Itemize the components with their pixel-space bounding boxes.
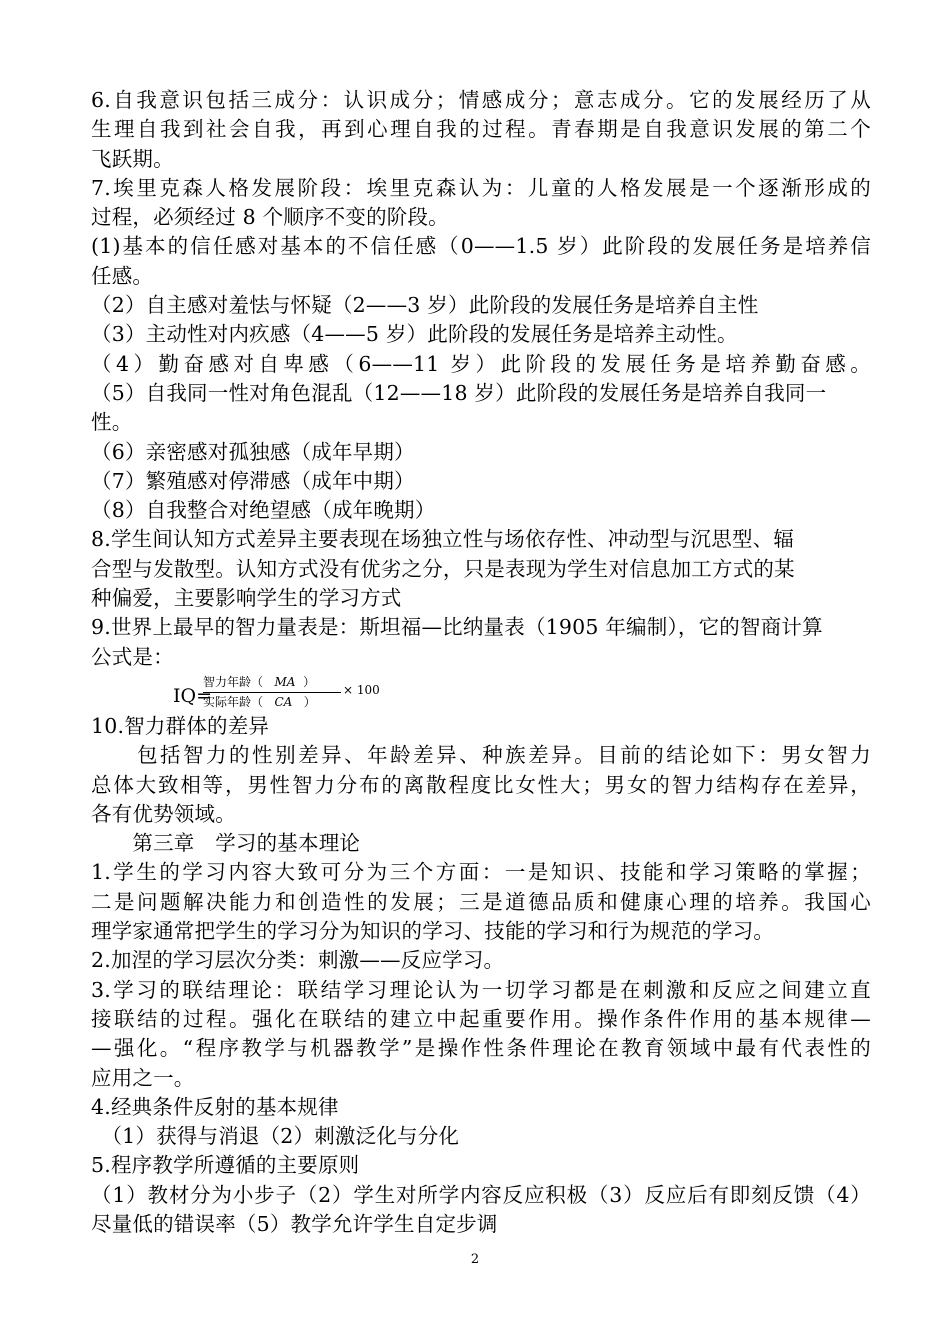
text-line: （6）亲密感对孤独感（成年早期） — [91, 439, 415, 464]
text-line: （8）自我整合对绝望感（成年晚期） — [91, 498, 436, 523]
text-line: 应用之一。 — [91, 1065, 195, 1090]
text-line: （3）主动性对内疚感（4——5 岁）此阶段的发展任务是培养主动性。 — [91, 322, 738, 347]
text-line: 总体大致相等，男性智力分布的离散程度比女性大；男女的智力结构存在差异， — [91, 772, 871, 797]
text-line: 第三章 学习的基本理论 — [91, 831, 361, 856]
text-line: 理学家通常把学生的学习分为知识的学习、技能的学习和行为规范的学习。 — [91, 919, 775, 944]
text-line: 过程，必须经过 8 个顺序不变的阶段。 — [91, 205, 449, 230]
text-line: 合型与发散型。认知方式没有优劣之分，只是表现为学生对信息加工方式的某 — [91, 556, 795, 581]
text-line: 生理自我到社会自我，再到心理自我的过程。青春期是自我意识发展的第二个 — [91, 117, 871, 142]
text-line: （7）繁殖感对停滞感（成年中期） — [91, 468, 415, 493]
text-line: （5）自我同一性对角色混乱（12——18 岁）此阶段的发展任务是培养自我同一 — [91, 380, 827, 405]
text-line: （4）勤奋感对自卑感（6——11 岁）此阶段的发展任务是培养勤奋感。 — [91, 351, 871, 376]
text-line: 7.埃里克森人格发展阶段：埃里克森认为：儿童的人格发展是一个逐渐形成的 — [91, 175, 871, 200]
text-line: 各有优势领域。 — [91, 801, 236, 826]
formula-lhs: IQ= — [173, 684, 213, 707]
text-line: （1）获得与消退（2）刺激泛化与分化 — [91, 1124, 460, 1149]
text-line: 飞跃期。 — [91, 146, 174, 171]
text-line: 5.程序教学所遵循的主要原则 — [91, 1153, 360, 1178]
text-block-2 — [91, 712, 871, 1239]
text-line: 6.自我意识包括三成分：认识成分；情感成分；意志成分。它的发展经历了从 — [91, 88, 871, 112]
text-line: 二是问题解决能力和创造性的发展；三是道德品质和健康心理的培养。我国心 — [91, 889, 871, 914]
text-line: 性。 — [91, 410, 133, 435]
text-line: 9.世界上最早的智力量表是：斯坦福—比纳量表（1905 年编制），它的智商计算 — [91, 615, 823, 640]
text-line: （1）教材分为小步子（2）学生对所学内容反应积极（3）反应后有即刻反馈（4） — [91, 1182, 871, 1207]
formula-multiplier: × 100 — [343, 682, 380, 697]
text-line: 任感。 — [91, 263, 154, 288]
text-line: 10.智力群体的差异 — [91, 713, 270, 738]
text-line: 4.经典条件反射的基本规律 — [91, 1094, 339, 1119]
formula-denominator: 实际年龄（ CA ） — [203, 694, 316, 709]
iq-formula — [91, 674, 871, 712]
text-line: 8.学生间认知方式差异主要表现在场独立性与场依存性、冲动型与沉思型、辐 — [91, 527, 795, 552]
text-line: 3.学习的联结理论：联结学习理论认为一切学习都是在刺激和反应之间建立直 — [91, 977, 871, 1002]
document-body — [91, 86, 871, 1239]
text-line: 2.加涅的学习层次分类：刺激——反应学习。 — [91, 948, 505, 973]
text-line: 接联结的过程。强化在联结的建立中起重要作用。操作条件作用的基本规律— — [91, 1006, 871, 1031]
formula-fraction — [203, 674, 341, 711]
text-line: 种偏爱，主要影响学生的学习方式 — [91, 586, 402, 611]
text-line: （2）自主感对羞怯与怀疑（2——3 岁）此阶段的发展任务是培养自主性 — [91, 293, 759, 318]
text-line: (1)基本的信任感对基本的不信任感（0——1.5 岁）此阶段的发展任务是培养信 — [91, 234, 871, 259]
text-line: 公式是： — [91, 644, 174, 669]
text-line: 1.学生的学习内容大致可分为三个方面：一是知识、技能和学习策略的掌握； — [91, 860, 871, 885]
formula-numerator: 智力年龄（ MA ） — [203, 674, 316, 689]
fraction-bar — [203, 692, 341, 693]
text-block-1 — [91, 86, 871, 672]
text-line: 包括智力的性别差异、年龄差异、种族差异。目前的结论如下：男女智力 — [91, 743, 871, 768]
text-line: —强化。“程序教学与机器教学”是操作性条件理论在教育领域中最有代表性的 — [91, 1036, 871, 1061]
page-number: 2 — [470, 1252, 480, 1267]
text-line: 尽量低的错误率（5）教学允许学生自定步调 — [91, 1211, 498, 1236]
